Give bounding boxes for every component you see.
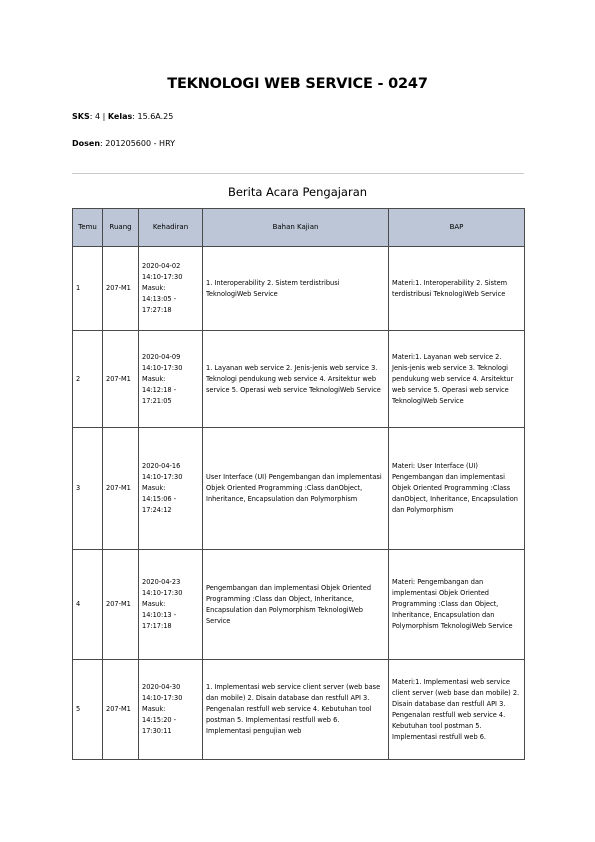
sks-value: : 4 | [89, 112, 108, 121]
cell-kehadiran [139, 660, 203, 760]
header-temu: Temu [73, 209, 103, 247]
cell-bahan-kajian: User Interface (UI) Pengembangan dan implementasi Objek Oriented Programming :Class danObject, Inheritance, Encapsulation dan Polymorphism [203, 428, 389, 550]
table-row [73, 660, 525, 760]
kehadiran-masuk-label: Masuk: [142, 705, 166, 713]
kehadiran-out-time: 17:24:12 [142, 506, 172, 514]
kehadiran-masuk-label: Masuk: [142, 284, 166, 292]
cell-ruang: 207-M1 [103, 428, 139, 550]
cell-bap: Materi:1. Interoperability 2. Sistem terdistribusi TeknologiWeb Service [389, 247, 525, 331]
kehadiran-schedule: 14:10-17:30 [142, 273, 183, 281]
header-bap: BAP [389, 209, 525, 247]
kehadiran-in-time: 14:15:20 - [142, 716, 177, 724]
cell-kehadiran [139, 428, 203, 550]
kehadiran-masuk-label: Masuk: [142, 600, 166, 608]
kehadiran-date: 2020-04-16 [142, 462, 181, 470]
kelas-label: Kelas [107, 112, 133, 121]
cell-bahan-kajian: Pengembangan dan implementasi Objek Oriented Programming :Class dan Object, Inheritance, Encapsulation dan Polymorphism TeknologiWeb Service [203, 550, 389, 660]
cell-bap: Materi:1. Implementasi web service client server (web base dan mobile) 2. Disain database dan restfull API 3. Pengenalan restfull web service 4. Kebutuhan tool postman 5. Implementasi restfull web 6. [389, 660, 525, 760]
cell-kehadiran [139, 331, 203, 428]
cell-kehadiran [139, 247, 203, 331]
kehadiran-date: 2020-04-02 [142, 262, 181, 270]
cell-temu: 5 [73, 660, 103, 760]
kehadiran-in-time: 14:10:13 - [142, 611, 177, 619]
cell-ruang: 207-M1 [103, 550, 139, 660]
header-ruang: Ruang [103, 209, 139, 247]
kehadiran-schedule: 14:10-17:30 [142, 473, 183, 481]
cell-ruang: 207-M1 [103, 247, 139, 331]
dosen-value: : 201205600 - HRY [100, 139, 175, 148]
cell-ruang: 207-M1 [103, 331, 139, 428]
page-title: TEKNOLOGI WEB SERVICE - 0247 [167, 76, 428, 92]
divider [72, 173, 524, 174]
kehadiran-date: 2020-04-30 [142, 683, 181, 691]
cell-bahan-kajian: 1. Layanan web service 2. Jenis-jenis web service 3. Teknologi pendukung web service 4. Arsitektur web service 5. Operasi web service TeknologiWeb Service [203, 331, 389, 428]
kehadiran-out-time: 17:30:11 [142, 727, 172, 735]
kehadiran-schedule: 14:10-17:30 [142, 694, 183, 702]
berita-acara-table [72, 208, 525, 760]
cell-bap: Materi:1. Layanan web service 2. Jenis-jenis web service 3. Teknologi pendukung web service 4. Arsitektur web service 5. Operasi web service TeknologiWeb Service [389, 331, 525, 428]
cell-ruang: 207-M1 [103, 660, 139, 760]
kehadiran-out-time: 17:17:18 [142, 622, 172, 630]
table-header-row [73, 209, 525, 247]
dosen-line [72, 139, 175, 148]
table-row [73, 428, 525, 550]
table-row [73, 550, 525, 660]
cell-bap: Materi: User Interface (UI) Pengembangan dan implementasi Objek Oriented Programming :Class danObject, Inheritance, Encapsulation dan Polymorphism [389, 428, 525, 550]
cell-bahan-kajian: 1. Interoperability 2. Sistem terdistribusi TeknologiWeb Service [203, 247, 389, 331]
table-row [73, 247, 525, 331]
cell-temu: 1 [73, 247, 103, 331]
kehadiran-date: 2020-04-09 [142, 352, 181, 361]
kehadiran-in-time: 14:15:06 - [142, 495, 177, 503]
kehadiran-out-time: 17:21:05 [142, 396, 172, 405]
cell-temu: 2 [73, 331, 103, 428]
sks-kelas-line [72, 112, 173, 121]
kehadiran-in-time: 14:12:18 - [142, 385, 177, 394]
kehadiran-in-time: 14:13:05 - [142, 295, 177, 303]
kehadiran-date: 2020-04-23 [142, 578, 181, 586]
cell-kehadiran [139, 550, 203, 660]
kelas-value: : 15.6A.25 [132, 112, 174, 121]
kehadiran-out-time: 17:27:18 [142, 306, 172, 314]
cell-temu: 4 [73, 550, 103, 660]
dosen-label: Dosen [72, 139, 101, 148]
cell-bahan-kajian: 1. Implementasi web service client server (web base dan mobile) 2. Disain database dan restfull API 3. Pengenalan restfull web service 4. Kebutuhan tool postman 5. Implementasi restfull web 6. Implementasi pengujian web [203, 660, 389, 760]
header-kehadiran: Kehadiran [139, 209, 203, 247]
cell-bap: Materi: Pengembangan dan implementasi Objek Oriented Programming :Class dan Object, Inheritance, Encapsulation dan Polymorphism TeknologiWeb Service [389, 550, 525, 660]
section-title: Berita Acara Pengajaran [227, 185, 368, 199]
header-bahan-kajian: Bahan Kajian [203, 209, 389, 247]
kehadiran-masuk-label: Masuk: [142, 484, 166, 492]
kehadiran-schedule: 14:10-17:30 [142, 589, 183, 597]
kehadiran-masuk-label: Masuk: [142, 374, 166, 383]
kehadiran-schedule: 14:10-17:30 [142, 363, 183, 372]
sks-label: SKS [72, 112, 90, 121]
table-row [73, 331, 525, 428]
cell-temu: 3 [73, 428, 103, 550]
